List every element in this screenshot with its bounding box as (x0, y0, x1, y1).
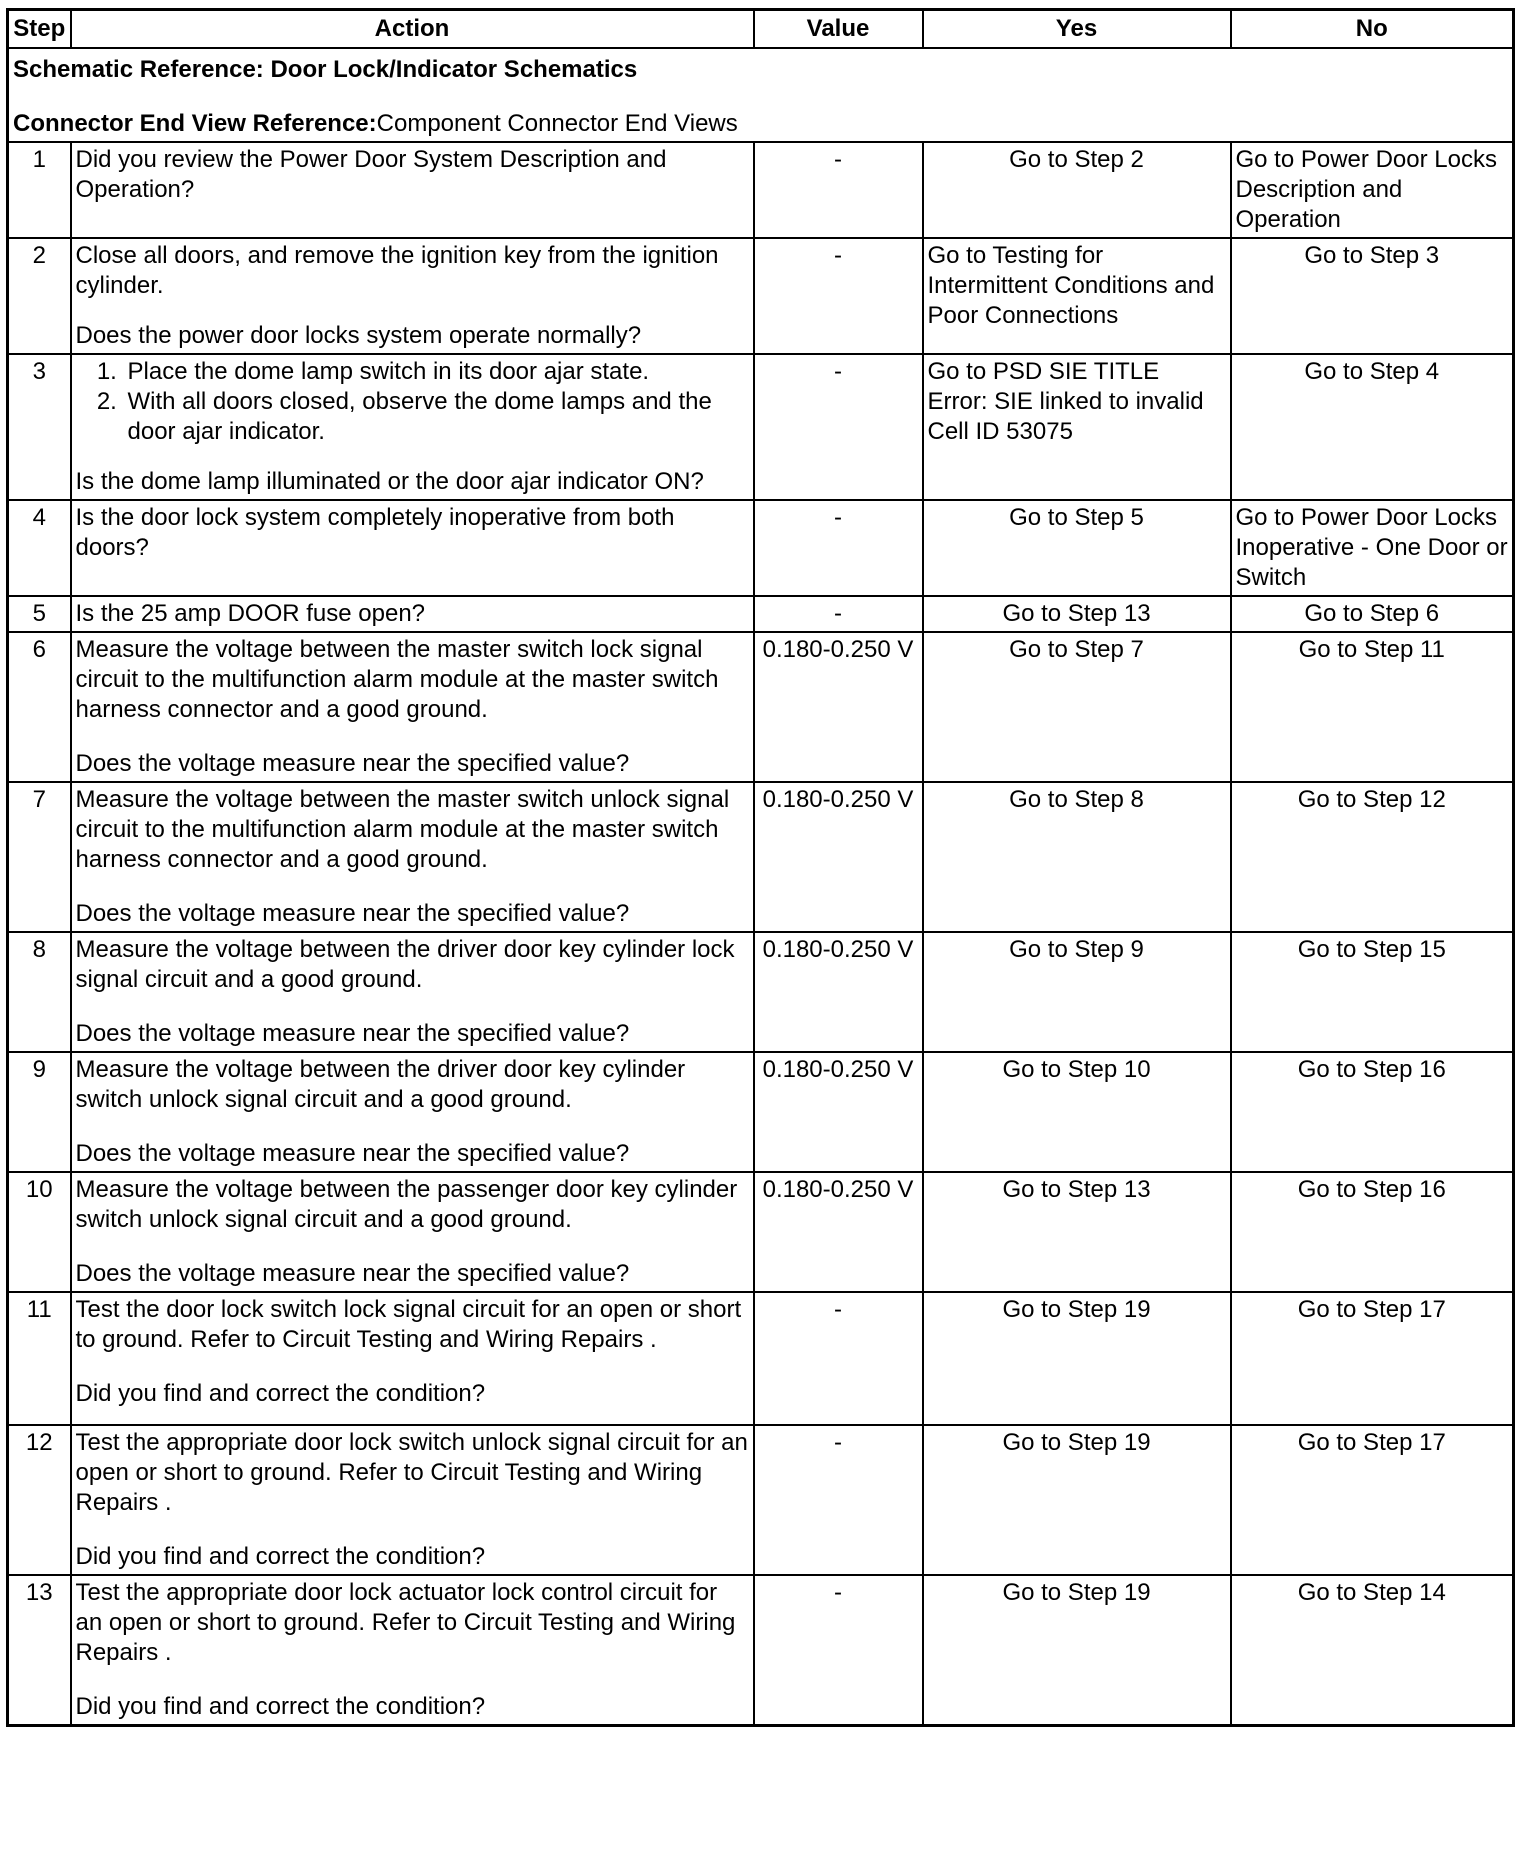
action-question: Did you find and correct the condition? (75, 1543, 486, 1570)
no-action[interactable]: Go to Power Door Locks Inoperative - One Door or Switch (1231, 500, 1514, 596)
value-cell: - (754, 142, 923, 238)
no-action[interactable]: Go to Step 17 (1231, 1425, 1514, 1575)
step-number: 13 (8, 1575, 71, 1726)
value-cell: 0.180-0.250 V (754, 632, 923, 782)
table-row (8, 596, 1514, 632)
action-text: Measure the voltage between the driver door key cylinder switch unlock signal circuit and a good ground. (75, 1056, 686, 1113)
connector-reference-link[interactable]: Component Connector End Views (376, 110, 738, 137)
yes-action[interactable]: Go to PSD SIE TITLE Error: SIE linked to invalid Cell ID 53075 (923, 354, 1231, 500)
header-yes: Yes (923, 10, 1231, 49)
header-value: Value (754, 10, 923, 49)
step-number: 11 (8, 1292, 71, 1425)
header-row (8, 10, 1514, 49)
yes-action[interactable]: Go to Step 19 (923, 1425, 1231, 1575)
table-row (8, 632, 1514, 782)
header-step: Step (8, 10, 71, 49)
action-question: Does the voltage measure near the specified value? (75, 900, 630, 927)
no-action[interactable]: Go to Step 4 (1231, 354, 1514, 500)
yes-action[interactable]: Go to Step 19 (923, 1292, 1231, 1425)
table-row (8, 500, 1514, 596)
value-cell: 0.180-0.250 V (754, 1052, 923, 1172)
action-text: Did you review the Power Door System Description and Operation? (71, 142, 754, 238)
table-row (8, 238, 1514, 354)
action-text: Measure the voltage between the master switch unlock signal circuit to the multifunction alarm module at the master switch harness connector and a good ground. (75, 786, 730, 873)
table-row (8, 1052, 1514, 1172)
value-cell: 0.180-0.250 V (754, 782, 923, 932)
no-action[interactable]: Go to Step 16 (1231, 1052, 1514, 1172)
step-number: 9 (8, 1052, 71, 1172)
no-action[interactable]: Go to Step 14 (1231, 1575, 1514, 1726)
no-action[interactable]: Go to Step 16 (1231, 1172, 1514, 1292)
action-text: Test the door lock switch lock signal circuit for an open or short to ground. Refer to Circuit Testing and Wiring Repairs . (75, 1296, 742, 1353)
no-action[interactable]: Go to Step 3 (1231, 238, 1514, 354)
step-number: 3 (8, 354, 71, 500)
table-row (8, 1575, 1514, 1726)
step-number: 6 (8, 632, 71, 782)
connector-reference-label: Connector End View Reference: (13, 110, 377, 137)
table-row (8, 1172, 1514, 1292)
step-number: 5 (8, 596, 71, 632)
action-question: Does the voltage measure near the specified value? (75, 1020, 630, 1047)
value-cell: - (754, 354, 923, 500)
no-action[interactable]: Go to Step 11 (1231, 632, 1514, 782)
value-cell: - (754, 1575, 923, 1726)
action-text: Test the appropriate door lock actuator lock control circuit for an open or short to ground. Refer to Circuit Testing and Wiring Repairs . (75, 1579, 736, 1666)
action-text: Measure the voltage between the passenger door key cylinder switch unlock signal circuit and a good ground. (75, 1176, 738, 1233)
action-question: Does the voltage measure near the specified value? (75, 1140, 630, 1167)
reference-row (8, 48, 1514, 142)
action-text: Measure the voltage between the driver door key cylinder lock signal circuit and a good ground. (75, 936, 735, 993)
yes-action[interactable]: Go to Step 5 (923, 500, 1231, 596)
action-question: Does the voltage measure near the specified value? (75, 750, 630, 777)
action-text: Close all doors, and remove the ignition key from the ignition cylinder. (75, 242, 719, 299)
action-question: Does the voltage measure near the specified value? (75, 1260, 630, 1287)
value-cell: - (754, 596, 923, 632)
yes-action[interactable]: Go to Step 9 (923, 932, 1231, 1052)
step-number: 7 (8, 782, 71, 932)
yes-action[interactable]: Go to Testing for Intermittent Conditions and Poor Connections (923, 238, 1231, 354)
action-text: Is the 25 amp DOOR fuse open? (71, 596, 754, 632)
no-action[interactable]: Go to Power Door Locks Description and Operation (1231, 142, 1514, 238)
table-row (8, 1292, 1514, 1425)
action-text: Test the appropriate door lock switch unlock signal circuit for an open or short to ground. Refer to Circuit Testing and Wiring Repairs . (75, 1429, 748, 1516)
action-question: Does the power door locks system operate normally? (75, 322, 642, 349)
table-row (8, 142, 1514, 238)
value-cell: 0.180-0.250 V (754, 1172, 923, 1292)
table-row (8, 1425, 1514, 1575)
no-action[interactable]: Go to Step 12 (1231, 782, 1514, 932)
schematic-reference: Schematic Reference: Door Lock/Indicator Schematics (13, 56, 638, 83)
list-item: 1. Place the dome lamp switch in its door ajar state. (124, 357, 749, 387)
yes-action[interactable]: Go to Step 2 (923, 142, 1231, 238)
value-cell: 0.180-0.250 V (754, 932, 923, 1052)
no-action[interactable]: Go to Step 17 (1231, 1292, 1514, 1425)
action-text: Is the door lock system completely inoperative from both doors? (71, 500, 754, 596)
action-question: Is the dome lamp illuminated or the door ajar indicator ON? (75, 468, 704, 495)
action-question: Did you find and correct the condition? (75, 1380, 486, 1407)
action-question: Did you find and correct the condition? (75, 1693, 486, 1720)
step-number: 12 (8, 1425, 71, 1575)
no-action[interactable]: Go to Step 15 (1231, 932, 1514, 1052)
value-cell: - (754, 1292, 923, 1425)
step-number: 10 (8, 1172, 71, 1292)
diagnostic-table (6, 8, 1515, 1727)
yes-action[interactable]: Go to Step 13 (923, 596, 1231, 632)
step-number: 4 (8, 500, 71, 596)
step-number: 8 (8, 932, 71, 1052)
yes-action[interactable]: Go to Step 19 (923, 1575, 1231, 1726)
value-cell: - (754, 238, 923, 354)
list-item: 2. With all doors closed, observe the dome lamps and the door ajar indicator. (124, 387, 749, 447)
yes-action[interactable]: Go to Step 13 (923, 1172, 1231, 1292)
yes-action[interactable]: Go to Step 8 (923, 782, 1231, 932)
yes-action[interactable]: Go to Step 10 (923, 1052, 1231, 1172)
step-number: 2 (8, 238, 71, 354)
table-row (8, 782, 1514, 932)
action-text: Measure the voltage between the master switch lock signal circuit to the multifunction alarm module at the master switch harness connector and a good ground. (75, 636, 719, 723)
table-row (8, 932, 1514, 1052)
header-no: No (1231, 10, 1514, 49)
yes-action[interactable]: Go to Step 7 (923, 632, 1231, 782)
header-action: Action (71, 10, 754, 49)
table-row (8, 354, 1514, 500)
step-number: 1 (8, 142, 71, 238)
value-cell: - (754, 1425, 923, 1575)
value-cell: - (754, 500, 923, 596)
no-action[interactable]: Go to Step 6 (1231, 596, 1514, 632)
action-step-list (76, 357, 749, 447)
